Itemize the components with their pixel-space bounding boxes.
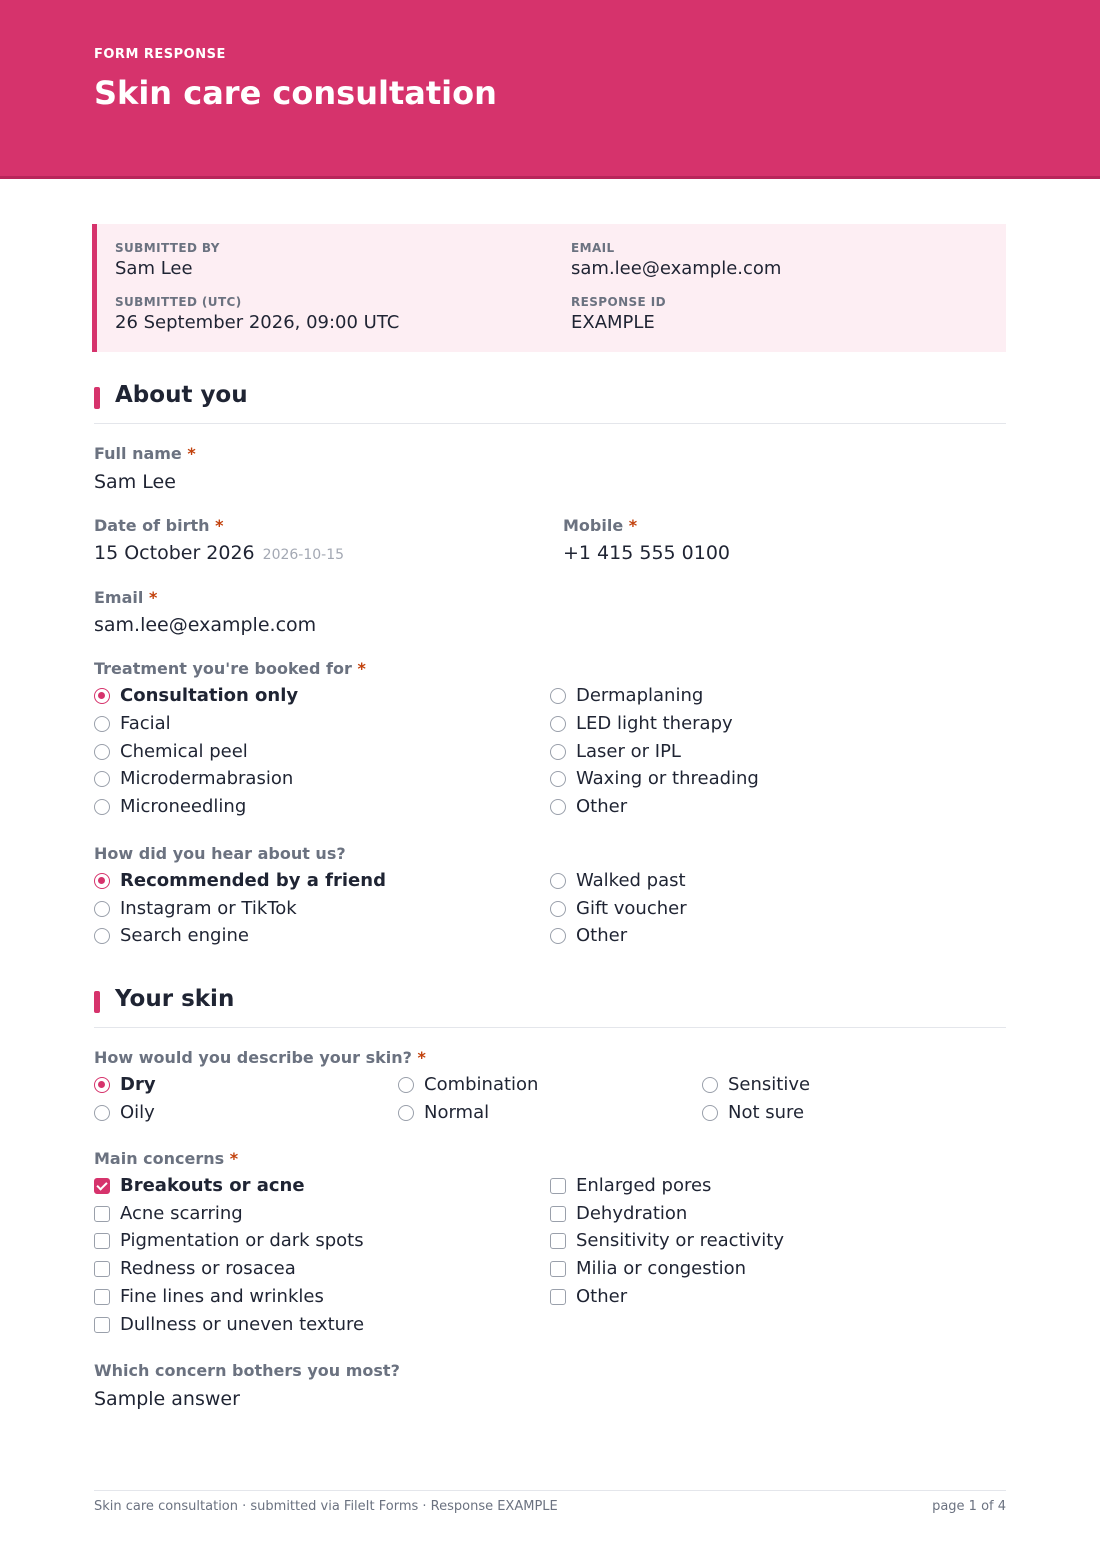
checkbox-unchecked-icon[interactable] <box>94 1233 110 1249</box>
dob-value: 15 October 2026 <box>94 542 255 564</box>
option-label: Laser or IPL <box>576 740 681 762</box>
section-your-skin <box>94 988 1006 1028</box>
dob-question <box>94 516 224 535</box>
meta-email-label: EMAIL <box>571 241 615 255</box>
full-name-label: Full name <box>94 444 182 463</box>
email-answer: sam.lee@example.com <box>94 614 317 636</box>
checkbox-unchecked-icon[interactable] <box>550 1289 566 1305</box>
submission-meta-panel <box>92 224 1006 352</box>
meta-email-field <box>571 241 781 279</box>
option-label: Other <box>576 1285 628 1307</box>
form-title: Skin care consultation <box>94 74 497 112</box>
option-label: Microneedling <box>120 796 247 818</box>
required-marker: * <box>148 588 158 607</box>
radio-unchecked-icon[interactable] <box>550 873 566 889</box>
skin-type-question <box>94 1048 426 1067</box>
radio-unchecked-icon[interactable] <box>550 901 566 917</box>
section-title-about: About you <box>115 382 248 408</box>
page-number: page 1 of 4 <box>932 1499 1006 1514</box>
radio-checked-icon[interactable] <box>94 1077 110 1093</box>
email-label: Email <box>94 588 144 607</box>
radio-unchecked-icon[interactable] <box>94 771 110 787</box>
option-label: Dry <box>120 1074 156 1095</box>
radio-unchecked-icon[interactable] <box>550 688 566 704</box>
option-label: Fine lines and wrinkles <box>120 1285 324 1307</box>
response-id-value: EXAMPLE <box>571 312 655 333</box>
option-label: Other <box>576 796 628 818</box>
required-marker: * <box>215 516 224 535</box>
hear-label: How did you hear about us? <box>94 844 346 863</box>
section-title-skin: Your skin <box>115 986 235 1012</box>
required-marker: * <box>417 1048 426 1067</box>
option-label: Sensitivity or reactivity <box>576 1230 784 1252</box>
section-accent-bar <box>94 991 100 1013</box>
radio-unchecked-icon[interactable] <box>94 928 110 944</box>
radio-unchecked-icon[interactable] <box>550 716 566 732</box>
radio-unchecked-icon[interactable] <box>550 771 566 787</box>
full-name-answer: Sam Lee <box>94 471 176 493</box>
full-name-question <box>94 444 196 463</box>
required-marker: * <box>628 516 638 535</box>
radio-unchecked-icon[interactable] <box>398 1105 414 1121</box>
checkbox-checked-icon[interactable] <box>94 1178 110 1194</box>
option-label: Sensitive <box>728 1074 811 1095</box>
option-label: Waxing or threading <box>576 768 759 790</box>
radio-unchecked-icon[interactable] <box>94 901 110 917</box>
option-label: LED light therapy <box>576 712 733 734</box>
option-label: Pigmentation or dark spots <box>120 1230 364 1252</box>
most-concern-answer: Sample answer <box>94 1388 240 1410</box>
option-label: Breakouts or acne <box>120 1175 305 1196</box>
option-label: Dullness or uneven texture <box>120 1313 365 1335</box>
radio-unchecked-icon[interactable] <box>702 1077 718 1093</box>
checkbox-unchecked-icon[interactable] <box>550 1206 566 1222</box>
option-label: Dermaplaning <box>576 685 704 706</box>
option-label: Redness or rosacea <box>120 1258 296 1280</box>
checkbox-unchecked-icon[interactable] <box>94 1206 110 1222</box>
required-marker: * <box>357 659 366 678</box>
dob-iso: 2026-10-15 <box>262 547 345 563</box>
footer-text: Skin care consultation · submitted via FileIt Forms · Response EXAMPLE <box>94 1499 558 1514</box>
radio-unchecked-icon[interactable] <box>94 799 110 815</box>
submitted-by-field <box>115 241 220 279</box>
radio-unchecked-icon[interactable] <box>550 744 566 760</box>
header-kicker: FORM RESPONSE <box>94 47 226 62</box>
radio-checked-icon[interactable] <box>94 873 110 889</box>
most-concern-question <box>94 1361 400 1380</box>
page-footer <box>94 1490 1006 1520</box>
option-label: Acne scarring <box>120 1202 243 1224</box>
radio-unchecked-icon[interactable] <box>94 1105 110 1121</box>
option-label: Not sure <box>728 1101 805 1123</box>
dob-label: Date of birth <box>94 516 210 535</box>
option-label: Dehydration <box>576 1202 688 1224</box>
checkbox-unchecked-icon[interactable] <box>94 1317 110 1333</box>
radio-unchecked-icon[interactable] <box>550 928 566 944</box>
response-id-field <box>571 295 666 333</box>
dob-answer <box>94 542 344 564</box>
option-label: Chemical peel <box>120 740 248 762</box>
mobile-answer: +1 415 555 0100 <box>563 542 731 564</box>
checkbox-unchecked-icon[interactable] <box>550 1261 566 1277</box>
option-label: Microdermabrasion <box>120 768 294 790</box>
option-label: Gift voucher <box>576 897 687 919</box>
option-label: Walked past <box>576 870 686 891</box>
option-label: Other <box>576 925 628 946</box>
option-label: Normal <box>424 1101 490 1123</box>
response-id-label: RESPONSE ID <box>571 295 666 309</box>
option-label: Recommended by a friend <box>120 870 386 891</box>
option-label: Oily <box>120 1101 155 1123</box>
radio-unchecked-icon[interactable] <box>550 799 566 815</box>
checkbox-unchecked-icon[interactable] <box>550 1178 566 1194</box>
option-label: Milia or congestion <box>576 1258 747 1280</box>
hear-question <box>94 844 346 863</box>
checkbox-unchecked-icon[interactable] <box>94 1289 110 1305</box>
form-header <box>0 0 1100 179</box>
checkbox-unchecked-icon[interactable] <box>550 1233 566 1249</box>
required-marker: * <box>229 1149 239 1168</box>
radio-unchecked-icon[interactable] <box>702 1105 718 1121</box>
option-label: Search engine <box>120 925 249 946</box>
option-label: Instagram or TikTok <box>120 897 297 919</box>
submitted-by-value: Sam Lee <box>115 258 193 279</box>
radio-unchecked-icon[interactable] <box>94 716 110 732</box>
radio-checked-icon[interactable] <box>94 688 110 704</box>
submitted-utc-value: 26 September 2026, 09:00 UTC <box>115 312 400 333</box>
concerns-question <box>94 1149 238 1168</box>
treatment-question <box>94 659 366 678</box>
option-label: Enlarged pores <box>576 1175 712 1196</box>
submitted-utc-label: SUBMITTED (UTC) <box>115 295 242 309</box>
option-label: Facial <box>120 712 171 734</box>
email-question <box>94 588 157 607</box>
radio-unchecked-icon[interactable] <box>398 1077 414 1093</box>
option-label: Combination <box>424 1074 539 1095</box>
section-accent-bar <box>94 387 100 409</box>
radio-unchecked-icon[interactable] <box>94 744 110 760</box>
skin-type-label: How would you describe your skin? <box>94 1048 412 1067</box>
section-about-you <box>94 384 1006 424</box>
treatment-label: Treatment you're booked for <box>94 659 352 678</box>
required-marker: * <box>187 444 196 463</box>
concerns-label: Main concerns <box>94 1149 225 1168</box>
submitted-by-label: SUBMITTED BY <box>115 241 220 255</box>
most-concern-label: Which concern bothers you most? <box>94 1361 400 1380</box>
mobile-label: Mobile <box>563 516 624 535</box>
mobile-question <box>563 516 637 535</box>
meta-email-value: sam.lee@example.com <box>571 258 782 279</box>
submitted-utc-field <box>115 295 399 333</box>
option-label: Consultation only <box>120 685 299 706</box>
checkbox-unchecked-icon[interactable] <box>94 1261 110 1277</box>
